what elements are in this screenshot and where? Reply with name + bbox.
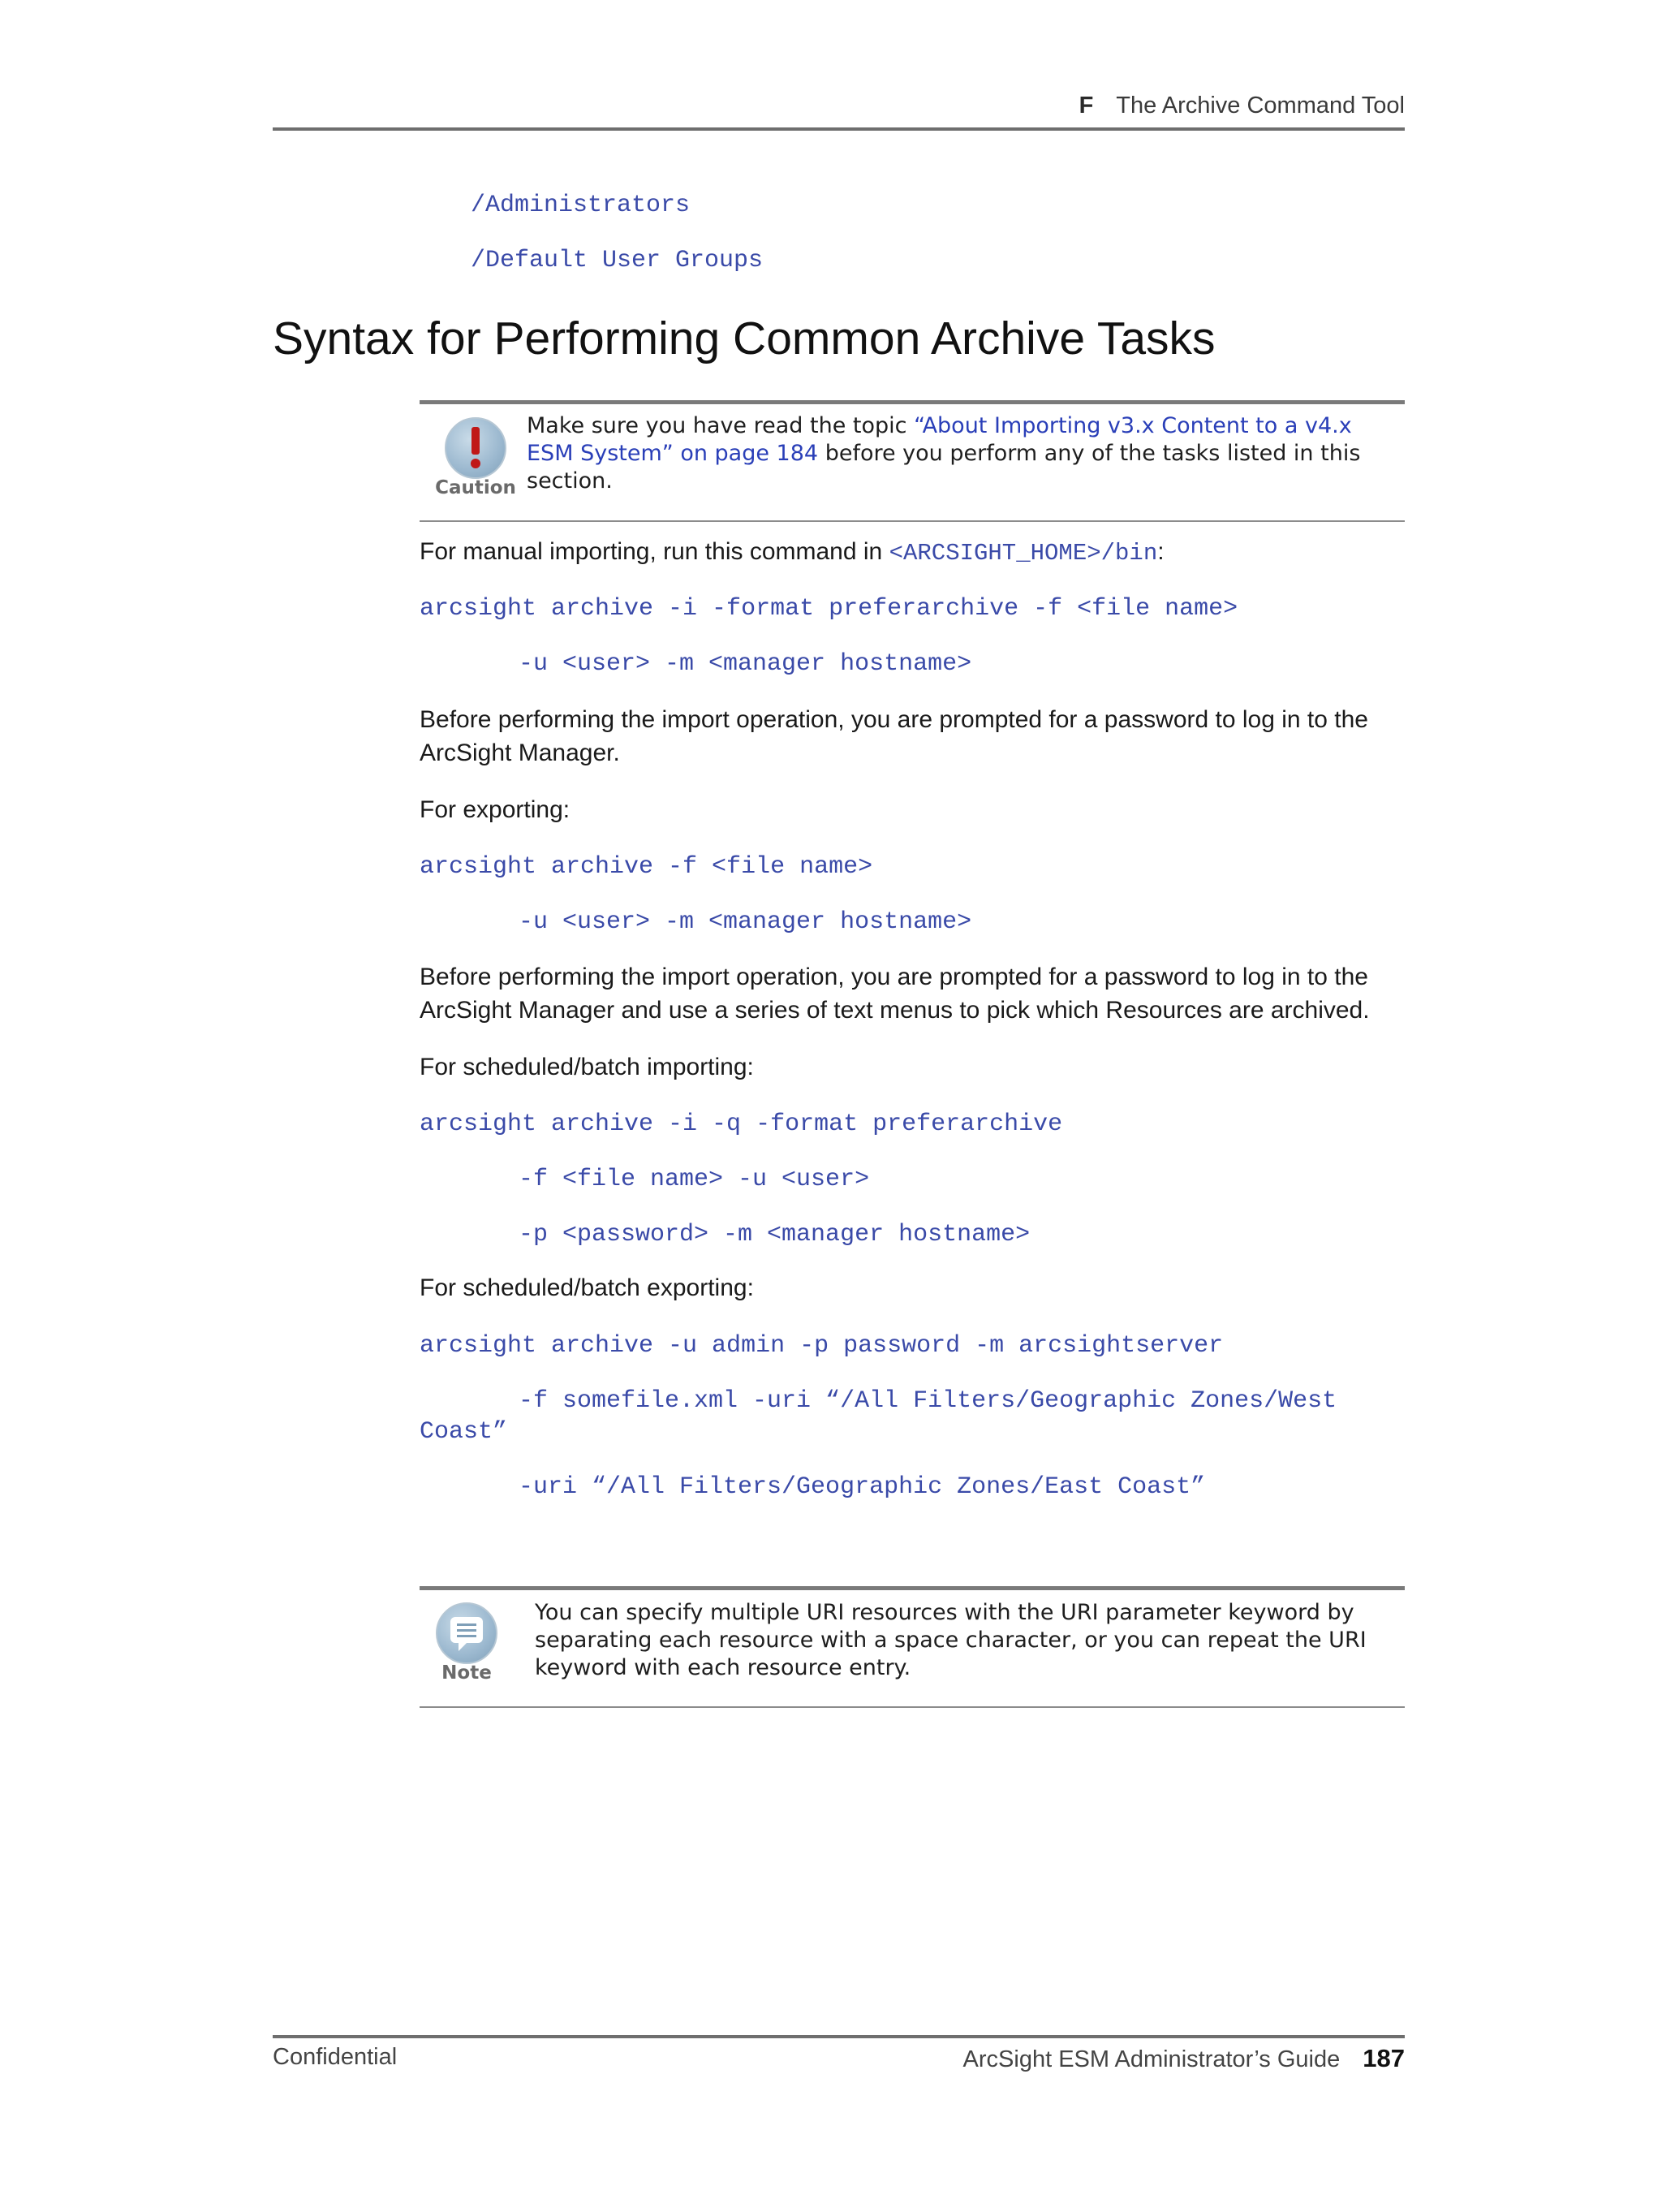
code-line-default-user-groups: /Default User Groups	[471, 247, 764, 274]
caution-top-rule	[420, 400, 1405, 404]
batch-export-cmd-line2: -f somefile.xml -uri “/All Filters/Geographic Zones/West	[519, 1387, 1337, 1415]
batch-export-cmd-line2-wrap: Coast”	[420, 1418, 508, 1446]
footer-right	[963, 2044, 1405, 2073]
caution-icon-block	[427, 416, 524, 505]
batch-export-intro: For scheduled/batch exporting:	[420, 1274, 754, 1301]
caution-label: Caution	[435, 477, 516, 498]
manual-import-cmd-line1: arcsight archive -i -format preferarchive -f <file name>	[420, 595, 1238, 623]
section-heading: Syntax for Performing Common Archive Tasks	[273, 313, 1216, 364]
page-number: 187	[1363, 2044, 1405, 2072]
note-icon	[436, 1602, 497, 1664]
manual-import-path: <ARCSIGHT_HOME>/bin	[889, 540, 1158, 567]
batch-import-intro: For scheduled/batch importing:	[420, 1054, 754, 1080]
caution-text	[527, 412, 1387, 495]
note-top-rule	[420, 1586, 1405, 1590]
caution-icon	[445, 417, 506, 479]
manual-import-intro	[420, 535, 1393, 570]
caution-link[interactable]: “About Importing v3.x Content to a v4.x ESM System” on page 184	[527, 413, 1352, 466]
note-label: Note	[441, 1662, 492, 1684]
footer-rule	[273, 2035, 1405, 2038]
batch-import-cmd-line1: arcsight archive -i -q -format preferarchive	[420, 1110, 1063, 1138]
export-cmd-line2: -u <user> -m <manager hostname>	[519, 908, 972, 936]
footer-confidential: Confidential	[273, 2044, 398, 2070]
chapter-title: The Archive Command Tool	[1116, 93, 1405, 119]
batch-import-cmd-line2: -f <file name> -u <user>	[519, 1166, 870, 1193]
footer-guide-title: ArcSight ESM Administrator’s Guide	[962, 2046, 1341, 2072]
export-cmd-line1: arcsight archive -f <file name>	[420, 853, 873, 881]
export-intro: For exporting:	[420, 796, 571, 823]
manual-import-colon: :	[1157, 538, 1165, 565]
caution-text-after: before you perform any of the tasks listed in this section.	[527, 441, 1361, 494]
code-line-administrators: /Administrators	[471, 192, 691, 219]
note-icon-block	[418, 1601, 515, 1690]
header-rule	[273, 127, 1405, 131]
batch-export-cmd-line3: -uri “/All Filters/Geographic Zones/East Coast”	[519, 1473, 1206, 1501]
batch-import-cmd-line3: -p <password> -m <manager hostname>	[519, 1221, 1031, 1248]
export-after: Before performing the import operation, you are prompted for a password to log in to the ArcSight Manager and use a series of text menus to pick which Resources are archived.	[420, 964, 1370, 1024]
note-text: You can specify multiple URI resources with the URI parameter keyword by separating each resource with a space character, or you can repeat the URI keyword with each resource entry.	[535, 1600, 1367, 1680]
manual-import-after: Before performing the import operation, you are prompted for a password to log in to the ArcSight Manager.	[420, 706, 1368, 766]
note-bottom-rule	[420, 1706, 1405, 1708]
chapter-letter: F	[1079, 93, 1094, 119]
running-header	[1079, 93, 1405, 119]
manual-import-intro-text: For manual importing, run this command in	[420, 538, 889, 565]
caution-text-before: Make sure you have read the topic	[527, 413, 915, 438]
manual-import-cmd-line2: -u <user> -m <manager hostname>	[519, 650, 972, 678]
batch-export-cmd-line1: arcsight archive -u admin -p password -m arcsightserver	[420, 1332, 1224, 1360]
caution-bottom-rule	[420, 520, 1405, 522]
